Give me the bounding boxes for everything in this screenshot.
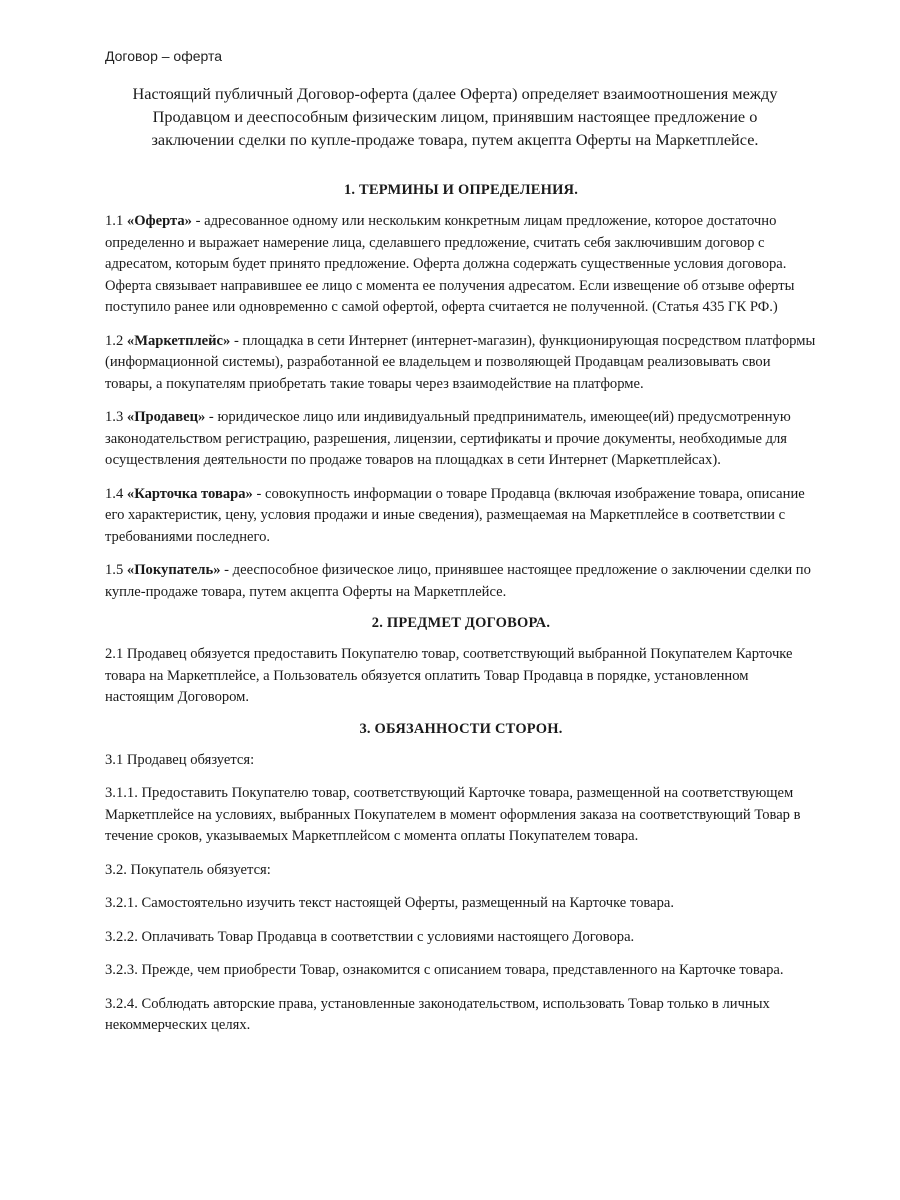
clause-paragraph: 3.2. Покупатель обязуется:	[105, 861, 271, 878]
definition-paragraph: 1.5 «Покупатель» - дееспособное физическое лицо, принявшее настоящее предложение о заключении сделки по купле-продаже товара, путем акцепта Оферты на Маркетплейсе.	[105, 562, 811, 600]
clause-paragraph: 3.1.1. Предоставить Покупателю товар, соответствующий Карточке товара, размещенной на соответствующем Маркетплейсе на условиях, выбранных Покупателем в момент оформления заказа на соответствующий Товар в течение сроков, указываемых Маркетплейсом с момента оплаты Покупателем товара.	[105, 785, 801, 844]
definition-paragraph: 1.3 «Продавец» - юридическое лицо или индивидуальный предприниматель, имеющее(ий) предусмотренную законодательством регистрацию, разрешения, лицензии, сертификаты и прочие документы, необходимые для осуществления деятельности по продаже товаров на площадках в сети Интернет (Маркетплейсах).	[105, 409, 791, 468]
document-label: Договор – оферта	[105, 48, 223, 64]
clause-paragraph: 3.1 Продавец обязуется:	[105, 751, 255, 768]
document-body	[105, 182, 817, 1049]
clause-paragraph: 3.2.4. Соблюдать авторские права, установленные законодательством, использовать Товар только в личных некоммерческих целях.	[105, 995, 770, 1033]
section-heading: 3. ОБЯЗАННОСТИ СТОРОН.	[359, 720, 563, 737]
definition-paragraph: 1.1 «Оферта» - адресованное одному или нескольким конкретным лицам предложение, которое достаточно определенно и выражает намерение лица, сделавшего предложение, считать себя заключившим договор с адресатом, которым будет принято предложение. Оферта должна содержать существенные условия договора. Оферта связывает направившее ее лицо с момента ее получения адресатом. Если извещение об отзыве оферты поступило ранее или одновременно с самой офертой, оферта считается не полученной. (Статья 435 ГК РФ.)	[105, 213, 795, 315]
clause-paragraph: 3.2.3. Прежде, чем приобрести Товар, ознакомится с описанием товара, представленного на Карточке товара.	[105, 962, 784, 978]
definition-paragraph: 1.2 «Маркетплейс» - площадка в сети Интернет (интернет-магазин), функционирующая посредством платформы (информационной системы), разработанной ее владельцем и позволяющей Продавцам реализовывать свои товары, а покупателям приобретать такие товары через взаимодействие на платформе.	[105, 332, 816, 392]
section-heading: 2. ПРЕДМЕТ ДОГОВОРА.	[371, 615, 551, 631]
definition-paragraph: 1.4 «Карточка товара» - совокупность информации о товаре Продавца (включая изображение товара, описание его характеристик, цену, условия продажи и иные сведения), размещаемая на Маркетплейсе в соответствии с требованиями последнего.	[105, 485, 805, 545]
clause-paragraph: 3.2.2. Оплачивать Товар Продавца в соответствии с условиями настоящего Договора.	[105, 928, 635, 945]
clause-paragraph: 3.2.1. Самостоятельно изучить текст настоящей Оферты, размещенный на Карточке товара.	[105, 895, 675, 911]
intro-paragraph: Настоящий публичный Договор-оферта (далее Оферта) определяет взаимоотношения между Продавцом и дееспособным физическим лицом, принявшим настоящее предложение о заключении сделки по купле-продаже товара, путем акцепта Оферты на Маркетплейсе.	[132, 84, 778, 149]
section-heading: 1. ТЕРМИНЫ И ОПРЕДЕЛЕНИЯ.	[343, 182, 579, 198]
clause-paragraph: 2.1 Продавец обязуется предоставить Покупателю товар, соответствующий выбранной Покупателем Карточке товара на Маркетплейсе, а Пользователь обязуется оплатить Товар Продавца в порядке, установленном настоящим Договором.	[105, 646, 793, 705]
